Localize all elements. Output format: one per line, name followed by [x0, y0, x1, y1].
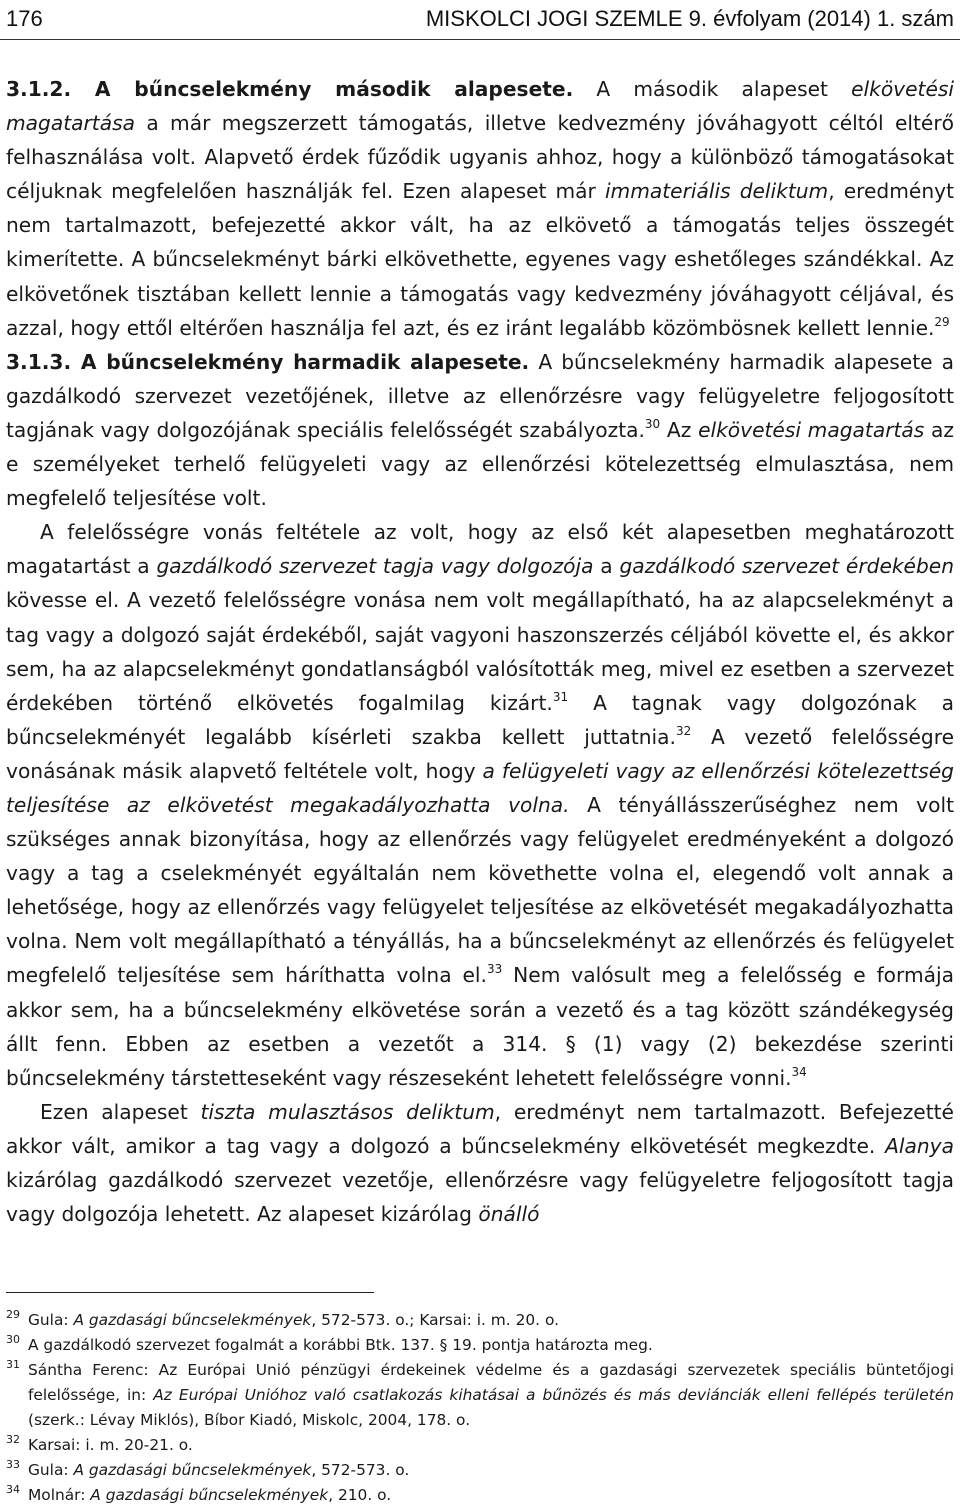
footnotes: [6, 1308, 954, 1508]
footnote-ref-31[interactable]: 31: [552, 689, 569, 704]
footnote-number: 31: [6, 1358, 20, 1371]
footnote-number: 30: [6, 1333, 20, 1346]
section-heading-3-1-3: 3.1.3. A bűncselekmény harmadik alapesete.: [6, 349, 530, 374]
footnote-number: 32: [6, 1433, 20, 1446]
footnote-30: 30 A gazdálkodó szervezet fogalmát a korábbi Btk. 137. § 19. pontja határozta meg.: [6, 1333, 954, 1358]
running-header: [6, 2, 954, 36]
paragraph-section-3-1-2: 3.1.2. A bűncselekmény második alapesete. A második alapeset elkövetési magatartása a már megszerzett támogatás, illetve kedvezmény jóváhagyott céltól eltérő felhasználása volt. Alapvető érdek fűződik ugyanis ahhoz, hogy a különböző támogatásokat céljuknak megfelelően használják fel. Ezen alapeset már immateriális deliktum, eredményt nem tartalmazott, befejezetté akkor vált, ha az elkövető a támogatás teljes összegét kimerítette. A bűncselekményt bárki elkövethette, egyenes vagy eshetőleges szándékkal. Az elkövetőnek tisztában kellett lennie a támogatás vagy kedvezmény jóváhagyott céljával, és azzal, hogy ettől eltérően használja fel azt, és ez iránt legalább közömbösnek kellett lennie.$^{29}$: [6, 77, 954, 340]
section-heading-3-1-2: 3.1.2. A bűncselekmény második alapesete.: [6, 77, 574, 101]
footnote-ref-32[interactable]: 32: [675, 723, 692, 738]
footnote-32: 32 Karsai: i. m. 20-21. o.: [6, 1433, 954, 1458]
header-divider: [0, 39, 960, 40]
footnote-ref-30[interactable]: 30: [644, 416, 661, 431]
journal-title: MISKOLCI JOGI SZEMLE 9. évfolyam (2014) 1. szám: [425, 6, 954, 31]
footnote-divider: [6, 1292, 374, 1293]
page-number: 176: [6, 6, 43, 31]
footnote-number: 34: [6, 1483, 20, 1496]
paragraph-liability-conditions: A felelősségre vonás feltétele az volt, hogy az első két alapesetben meghatározott magatartást a gazdálkodó szervezet tagja vagy dolgozója a gazdálkodó szervezet érdekében kövesse el. A vezető felelősségre vonása nem volt megállapítható, ha az alapcselekményt a tag vagy a dolgozó saját érdekéből, saját vagyoni haszonszerzés céljából követte el, és akkor sem, ha az alapcselekményt gondatlanságból valósították meg, mivel ez esetben a szervezet érdekében történő elkövetés fogalmilag kizárt.$^{31}$ A tagnak vagy dolgozónak a bűncselekményét legalább kísérleti szakba kellett juttatnia.$^{32}$ A vezető felelősségre vonásának másik alapvető feltétele volt, hogy a felügyeleti vagy az ellenőrzési kötelezettség teljesítése az elkövetést megakadályozhatta volna. A tényállásszerűséghez nem volt szükséges annak bizonyítása, hogy az ellenőrzés vagy felügyelet eredményeként a dolgozó vagy a tag a cselekményét egyáltalán nem követhette volna el, elegendő volt annak a lehetősége, hogy az ellenőrzés vagy felügyelet teljesítése az elkövetését megakadályozhatta volna. Nem volt megállapítható a tényállás, ha a bűncselekményt az ellenőrzés és felügyelet megfelelő teljesítése sem háríthatta volna el.$^{33}$ Nem valósult meg a felelősség e formája akkor sem, ha a bűncselekmény elkövetése során a vezető és a tag között szándékegység állt fenn. Ebben az esetben a vezetőt a 314. § (1) vagy (2) bekezdése szerinti bűncselekmény társtetteseként vagy részeseként lehetett felelősségre vonni.$^{34}$: [6, 520, 954, 1090]
paragraph-omission-offence: Ezen alapeset tiszta mulasztásos deliktum, eredményt nem tartalmazott. Befejezetté akkor vált, amikor a tag vagy a dolgozó a bűncselekmény elkövetését megkezdte. Alanya kizárólag gazdálkodó szervezet vezetője, ellenőrzésre vagy felügyeletre feljogosított tagja vagy dolgozója lehetett. Az alapeset kizárólag önálló: [6, 1099, 954, 1227]
footnote-number: 33: [6, 1458, 20, 1471]
footnote-ref-34[interactable]: 34: [791, 1064, 807, 1079]
body-text: [6, 72, 954, 1231]
footnote-31: 31 Sántha Ferenc: Az Európai Unió pénzügyi érdekeinek védelme és a gazdasági szervezetek speciális büntetőjogi felelőssége, in: Az Európai Unióhoz való csatlakozás kihatásai a bűnözés és más deviánciák elleni fellépés területén (szerk.: Lévay Miklós), Bíbor Kiadó, Miskolc, 2004, 178. o.: [6, 1358, 954, 1433]
footnote-number: 29: [6, 1308, 20, 1321]
footnote-ref-33[interactable]: 33: [486, 962, 503, 977]
footnote-29: 29 Gula: A gazdasági bűncselekmények, 572-573. o.; Karsai: i. m. 20. o.: [6, 1308, 954, 1333]
paragraph-section-3-1-3: 3.1.3. A bűncselekmény harmadik alapesete. A bűncselekmény harmadik alapesete a gazdálkodó szervezet vezetőjének, illetve az ellenőrzésre vagy felügyeletre feljogosított tagjának vagy dolgozójának speciális felelősségét szabályozta.$^{30}$ Az elkövetési magatartás az e személyeket terhelő felügyeleti vagy az ellenőrzési kötelezettség elmulasztása, nem megfelelő teljesítése volt.: [6, 349, 954, 511]
footnote-34: 34 Molnár: A gazdasági bűncselekmények, 210. o.: [6, 1483, 954, 1508]
footnote-ref-29[interactable]: 29: [934, 314, 950, 329]
footnote-33: 33 Gula: A gazdasági bűncselekmények, 572-573. o.: [6, 1458, 954, 1483]
